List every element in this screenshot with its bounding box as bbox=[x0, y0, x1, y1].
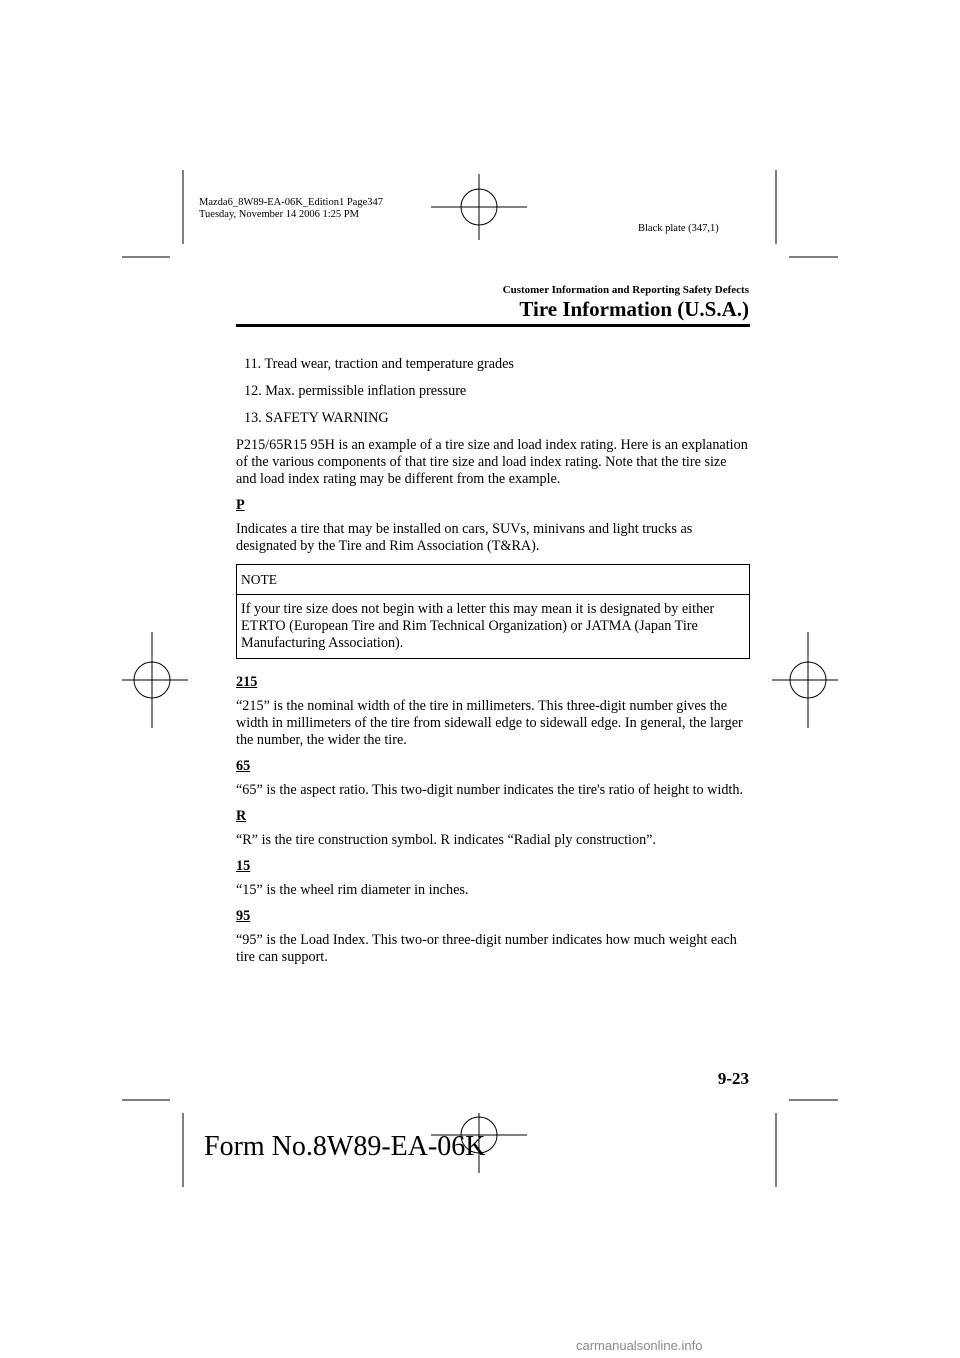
note-text: If your tire size does not begin with a letter this may mean it is designated by either ETRTO (European Tire and Rim Technical Organization) or JATMA (Japan Tire Manufacturing Association). bbox=[241, 601, 715, 651]
term-heading-65: 65 bbox=[236, 758, 251, 774]
print-info-date: Tuesday, November 14 2006 1:25 PM bbox=[199, 209, 359, 220]
list-item: 11. Tread wear, traction and temperature grades bbox=[244, 356, 514, 372]
note-box bbox=[236, 564, 750, 659]
watermark: carmanualsonline.info bbox=[576, 1338, 703, 1353]
plate-label: Black plate (347,1) bbox=[638, 223, 719, 234]
registration-mark-left bbox=[122, 632, 188, 728]
term-text-15: “15” is the wheel rim diameter in inches. bbox=[236, 882, 469, 898]
term-text-r: “R” is the tire construction symbol. R indicates “Radial ply construction”. bbox=[236, 832, 657, 848]
term-heading-r: R bbox=[236, 808, 247, 824]
registration-mark-top bbox=[431, 174, 527, 240]
term-text-95: “95” is the Load Index. This two-or three-digit number indicates how much weight each tire can support. bbox=[236, 932, 737, 965]
header-rule bbox=[236, 324, 750, 327]
main-content bbox=[236, 356, 750, 975]
list-item: 13. SAFETY WARNING bbox=[244, 410, 389, 426]
form-number: Form No.8W89-EA-06K bbox=[204, 1131, 486, 1162]
print-info-file: Mazda6_8W89-EA-06K_Edition1 Page347 bbox=[199, 197, 384, 208]
term-text-65: “65” is the aspect ratio. This two-digit number indicates the tire's ratio of height to width. bbox=[236, 782, 744, 798]
term-heading-p: P bbox=[236, 497, 245, 513]
term-text-p: Indicates a tire that may be installed on cars, SUVs, minivans and light trucks as designated by the Tire and Rim Association (T&RA). bbox=[236, 521, 693, 554]
page-title: Tire Information (U.S.A.) bbox=[519, 297, 749, 321]
intro-paragraph: P215/65R15 95H is an example of a tire size and load index rating. Here is an explanation of the various components of that tire size and load index rating. Note that the tire size and load index rating may be different from the example. bbox=[236, 437, 748, 487]
note-title: NOTE bbox=[237, 565, 749, 595]
term-heading-95: 95 bbox=[236, 908, 251, 924]
term-heading-215: 215 bbox=[236, 674, 258, 690]
section-name: Customer Information and Reporting Safety Defects bbox=[502, 284, 749, 296]
list-item: 12. Max. permissible inflation pressure bbox=[244, 383, 467, 399]
term-heading-15: 15 bbox=[236, 858, 251, 874]
registration-mark-right bbox=[772, 632, 838, 728]
page-number: 9-23 bbox=[717, 1069, 749, 1088]
term-text-215: “215” is the nominal width of the tire in millimeters. This three-digit number gives the width in millimeters of the tire from sidewall edge to sidewall edge. In general, the larger the number, the wider the tire. bbox=[236, 698, 743, 748]
